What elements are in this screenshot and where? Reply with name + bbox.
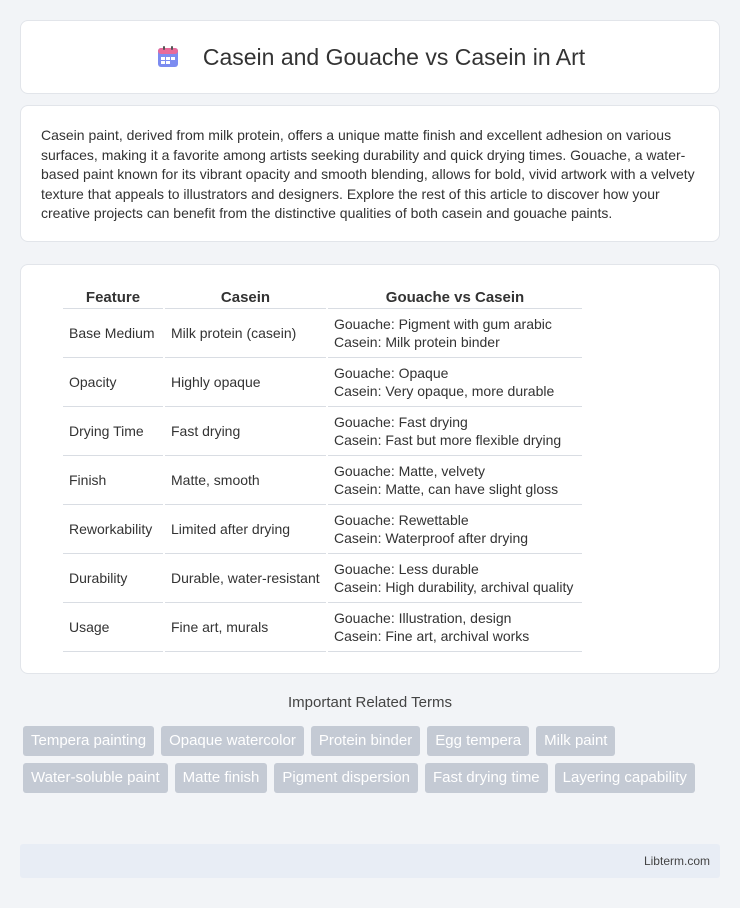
compare-line: Gouache: Fast drying xyxy=(334,414,468,430)
cell-casein: Fast drying xyxy=(165,407,326,456)
table-row xyxy=(63,505,582,554)
related-terms-list xyxy=(23,726,703,800)
intro-card xyxy=(20,105,720,242)
cell-feature: Durability xyxy=(63,554,163,603)
comparison-table-card xyxy=(20,264,720,674)
table-row xyxy=(63,309,582,358)
compare-line: Casein: Matte, can have slight gloss xyxy=(334,481,559,497)
cell-compare xyxy=(328,554,582,603)
related-term-tag[interactable]: Tempera painting xyxy=(23,726,154,756)
compare-line: Casein: Very opaque, more durable xyxy=(334,383,555,399)
header-casein: Casein xyxy=(165,285,326,309)
header-card xyxy=(20,20,720,94)
cell-feature: Reworkability xyxy=(63,505,163,554)
cell-casein: Highly opaque xyxy=(165,358,326,407)
compare-line: Casein: Milk protein binder xyxy=(334,334,500,350)
cell-feature: Opacity xyxy=(63,358,163,407)
compare-line: Casein: Fine art, archival works xyxy=(334,628,530,644)
compare-line: Gouache: Matte, velvety xyxy=(334,463,485,479)
cell-compare xyxy=(328,603,582,652)
compare-line: Gouache: Pigment with gum arabic xyxy=(334,316,552,332)
cell-casein: Limited after drying xyxy=(165,505,326,554)
table-row xyxy=(63,358,582,407)
compare-line: Gouache: Less durable xyxy=(334,561,479,577)
header-compare: Gouache vs Casein xyxy=(328,285,582,309)
cell-feature: Drying Time xyxy=(63,407,163,456)
related-term-tag[interactable]: Egg tempera xyxy=(427,726,529,756)
related-term-tag[interactable]: Protein binder xyxy=(311,726,420,756)
cell-casein: Fine art, murals xyxy=(165,603,326,652)
table-row xyxy=(63,554,582,603)
cell-compare xyxy=(328,456,582,505)
page-title: Casein and Gouache vs Casein in Art xyxy=(202,43,586,70)
compare-line: Gouache: Rewettable xyxy=(334,512,469,528)
table-row xyxy=(63,603,582,652)
cell-compare xyxy=(328,309,582,358)
calendar-icon xyxy=(155,44,181,70)
table-header-row xyxy=(63,285,582,309)
compare-line: Gouache: Illustration, design xyxy=(334,610,512,626)
comparison-table xyxy=(61,285,584,652)
footer-link[interactable]: Libterm.com xyxy=(643,854,710,868)
related-term-tag[interactable]: Water-soluble paint xyxy=(23,763,168,793)
intro-text: Casein paint, derived from milk protein, offers a unique matte finish and excellent adhesion on various surfaces, making it a favorite among artists seeking durability and quick drying times. Gouache, a water-based paint known for its vibrant opacity and smooth blending, allows for bold, vivid artwork with a velvety texture that appeals to illustrators and designers. Explore the rest of this article to discover how your creative projects can benefit from the distinctive qualities of both casein and gouache paints. xyxy=(41,127,695,222)
table-row xyxy=(63,407,582,456)
related-term-tag[interactable]: Milk paint xyxy=(536,726,615,756)
related-terms-title: Important Related Terms xyxy=(288,694,452,711)
related-term-tag[interactable]: Pigment dispersion xyxy=(274,763,418,793)
compare-line: Casein: Waterproof after drying xyxy=(334,530,529,546)
cell-casein: Durable, water-resistant xyxy=(165,554,326,603)
compare-line: Casein: Fast but more flexible drying xyxy=(334,432,562,448)
table-row xyxy=(63,456,582,505)
cell-casein: Matte, smooth xyxy=(165,456,326,505)
cell-casein: Milk protein (casein) xyxy=(165,309,326,358)
cell-feature: Finish xyxy=(63,456,163,505)
compare-line: Casein: High durability, archival quality xyxy=(334,579,574,595)
cell-compare xyxy=(328,505,582,554)
related-term-tag[interactable]: Opaque watercolor xyxy=(161,726,304,756)
header-feature: Feature xyxy=(63,285,163,309)
compare-line: Gouache: Opaque xyxy=(334,365,449,381)
footer xyxy=(20,844,720,878)
cell-feature: Usage xyxy=(63,603,163,652)
related-term-tag[interactable]: Fast drying time xyxy=(425,763,548,793)
cell-feature: Base Medium xyxy=(63,309,163,358)
cell-compare xyxy=(328,358,582,407)
related-term-tag[interactable]: Matte finish xyxy=(175,763,268,793)
cell-compare xyxy=(328,407,582,456)
related-term-tag[interactable]: Layering capability xyxy=(555,763,695,793)
